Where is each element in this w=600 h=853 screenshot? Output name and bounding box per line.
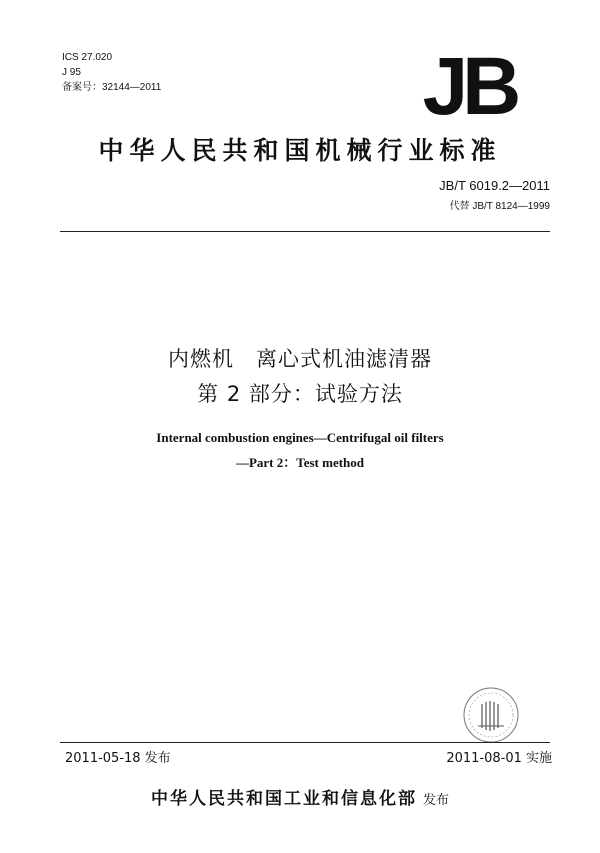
title-en-line1: Internal combustion engines—Centrifugal oil filters <box>156 430 444 445</box>
jb-logo <box>413 48 525 126</box>
clc-code: J 95 <box>62 67 81 78</box>
footer-divider <box>60 742 550 743</box>
publish-date: 2011-05-18 发布 <box>65 751 171 766</box>
seal-icon <box>462 686 520 744</box>
standard-number: JB/T 6019.2—2011 <box>439 178 550 193</box>
implement-date: 2011-08-01 实施 <box>446 751 552 766</box>
issuer-name: 中华人民共和国工业和信息化部 <box>150 789 417 809</box>
logo-text: JB <box>422 48 516 126</box>
issuer-suffix: 发布 <box>422 793 449 808</box>
title-cn-line2: 第 2 部分：试验方法 <box>197 382 403 406</box>
issuer <box>0 784 600 809</box>
category-title: 中华人民共和国机械行业标准 <box>98 136 502 165</box>
title-cn-line1: 内燃机 离心式机油滤清器 <box>168 347 432 371</box>
replaces-standard: 代替 JB/T 8124—1999 <box>449 201 550 212</box>
header-divider <box>60 231 550 232</box>
classification-codes <box>62 50 161 95</box>
ics-code: ICS 27.020 <box>62 52 113 63</box>
title-en-line2: —Part 2：Test method <box>235 455 365 470</box>
record-number: 备案号：32144—2011 <box>62 82 162 93</box>
